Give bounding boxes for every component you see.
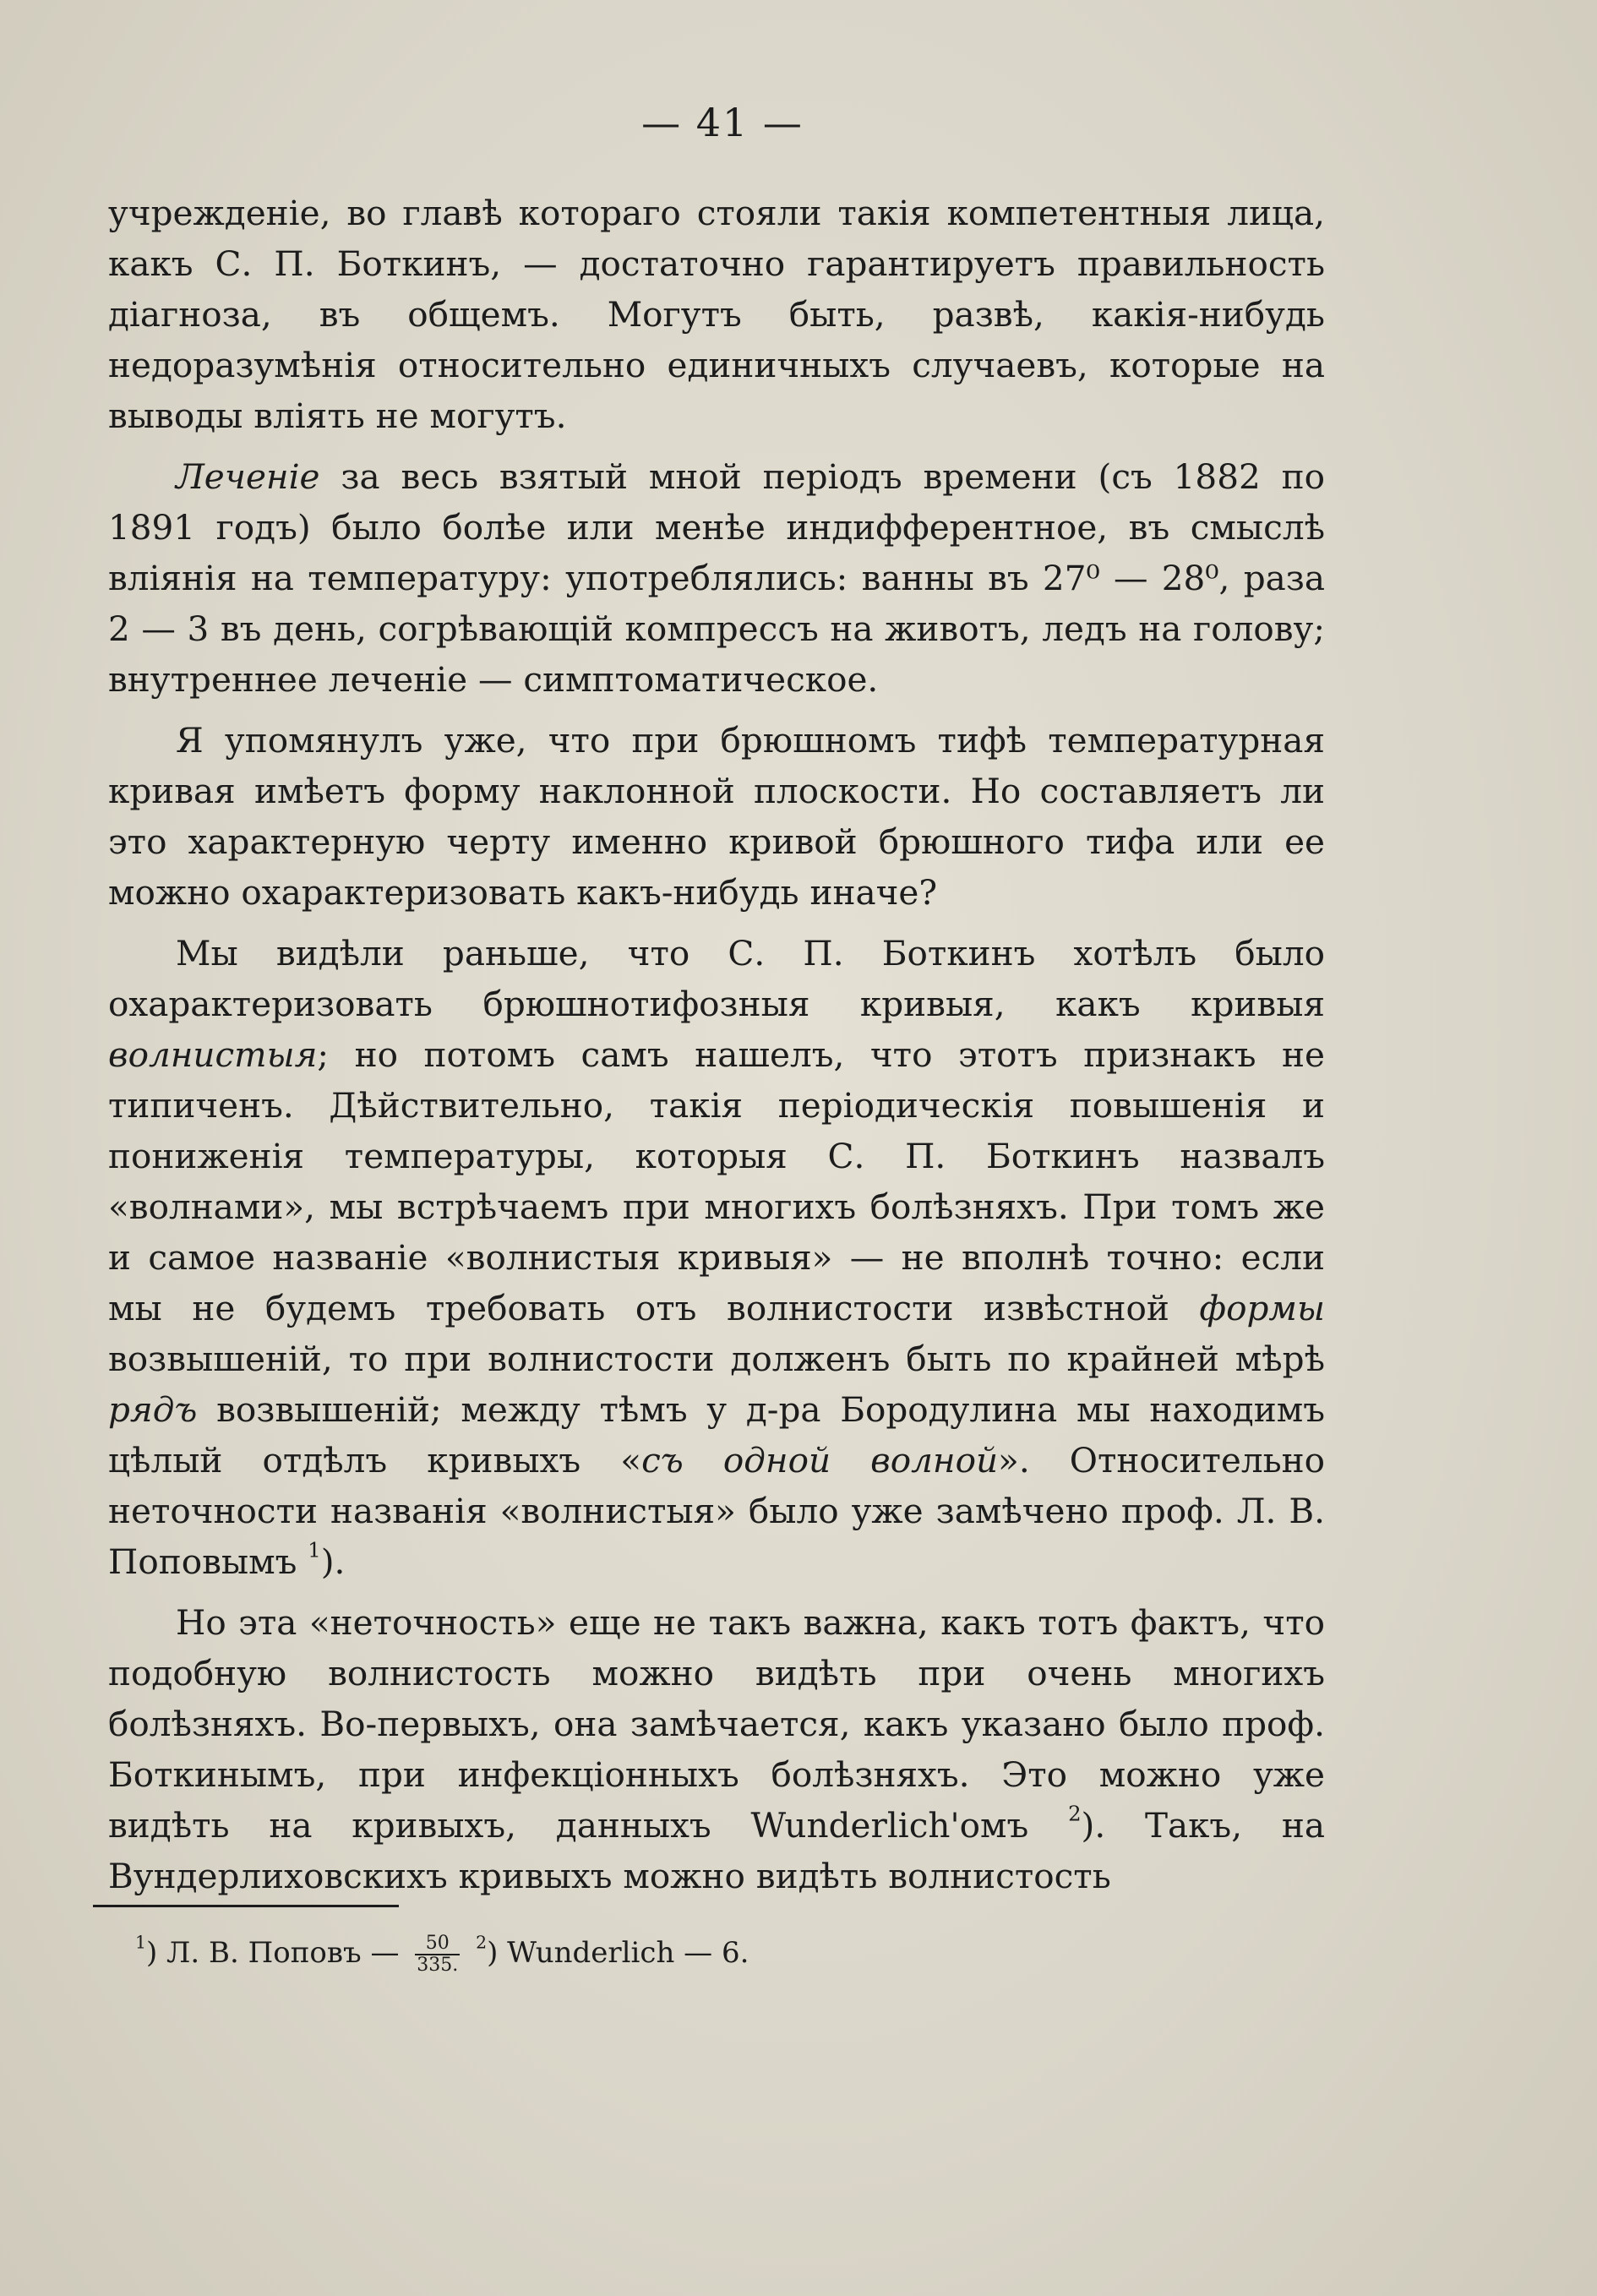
fraction-numerator: 50 <box>415 1933 460 1955</box>
footnotes <box>135 1932 1234 1976</box>
paragraph-5 <box>108 1597 1325 1901</box>
paragraph-text: Мы видѣли раньше, что С. П. Боткинъ хотѣлъ было охарактеризовать брюшнотифозныя кривыя, какъ кривыя <box>108 933 1325 1024</box>
footnote-reference: 1 <box>308 1537 321 1562</box>
paragraph-text: за весь взятый мной періодъ времени (съ 1882 по 1891 годъ) было болѣе или менѣе индифферентное, въ смыслѣ вліянія на температуру: употреблялись: ванны въ 27⁰ — 28⁰, раза 2 — 3 въ день, согрѣвающій компрессъ на животъ, ледъ на голову; внутреннее леченіе — симптоматическое. <box>108 456 1325 700</box>
paragraph-text: учрежденіе, во главѣ котораго стояли такія компетентныя лица, какъ С. П. Боткинъ, — достаточно гарантируетъ правильность діагноза, въ общемъ. Могутъ быть, развѣ, какія-нибудь недоразумѣнія относительно единичныхъ случаевъ, которые на выводы вліять не могутъ. <box>108 193 1325 436</box>
paragraph-text: ). Такъ, на Вундерлиховскихъ кривыхъ можно видѣть волнистость <box>108 1805 1325 1896</box>
paragraph-text: ; но потомъ самъ нашелъ, что этотъ признакъ не типиченъ. Дѣйствительно, такія періодическія повышенія и пониженія температуры, которыя С. П. Боткинъ назвалъ «волнами», мы встрѣчаемъ при многихъ болѣзняхъ. При томъ же и самое названіе «волнистыя кривыя» — не вполнѣ точно: если мы не будемъ требовать отъ волнистости извѣстной <box>108 1034 1325 1328</box>
paragraph-text: Но эта «неточность» еще не такъ важна, какъ тотъ фактъ, что подобную волнистость можно видѣть при очень многихъ болѣзняхъ. Во-первыхъ, она замѣчается, какъ указано было проф. Боткинымъ, при инфекціонныхъ болѣзняхъ. Это можно уже видѣть на кривыхъ, данныхъ Wunderlich'омъ <box>108 1602 1325 1846</box>
paragraph-text: ». Относительно неточности названія «волнистыя» было уже замѣчено проф. Л. В. Поповымъ <box>108 1440 1325 1582</box>
italic-term: Леченіе <box>176 456 320 497</box>
footnote-reference: 2 <box>1068 1801 1082 1826</box>
paragraph-text: возвышеній; между тѣмъ у д-ра Бородулина мы находимъ цѣлый отдѣлъ кривыхъ « <box>108 1389 1325 1481</box>
footnote-mark: 2 <box>476 1932 488 1953</box>
paragraph-4 <box>108 928 1325 1587</box>
paragraph-2 <box>108 451 1325 705</box>
footnote-text: ) Wunderlich — 6. <box>487 1936 749 1970</box>
italic-term: рядъ <box>108 1389 198 1430</box>
paragraph-3 <box>108 715 1325 918</box>
fraction-denominator: 335. <box>417 1955 459 1976</box>
italic-term: съ одной волной <box>641 1440 999 1481</box>
body-text <box>108 188 1325 1912</box>
paragraph-text: возвышеній, то при волнистости долженъ быть по крайней мѣрѣ <box>108 1339 1325 1379</box>
italic-term: волнистыя <box>108 1034 318 1075</box>
italic-term: формы <box>1199 1288 1325 1328</box>
footnote-text: ) Л. В. Поповъ — <box>145 1936 409 1970</box>
paragraph-1 <box>108 188 1325 441</box>
paragraph-text: ). <box>320 1541 346 1582</box>
footnote-divider <box>93 1905 399 1907</box>
page-number: — 41 — <box>641 100 804 145</box>
paragraph-text: Я упомянулъ уже, что при брюшномъ тифѣ температурная кривая имѣетъ форму наклонной плоскости. Но составляетъ ли это характерную черту именно кривой брюшного тифа или ее можно охарактеризовать какъ-нибудь иначе? <box>108 720 1325 913</box>
footnote-fraction <box>415 1933 460 1976</box>
footnote-mark: 1 <box>135 1932 146 1953</box>
